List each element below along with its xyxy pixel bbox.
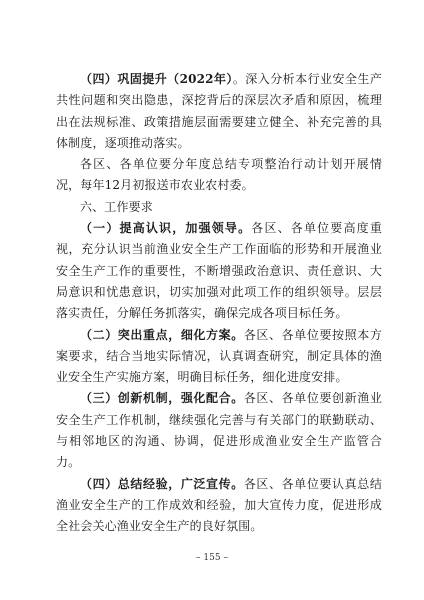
paragraph-text: 各区、各单位要创新渔业安全生产工作机制，继续强化完善与有关部门的联勤联动、与相邻地区的沟通、协调，促进形成渔业安全生产监管合力。 xyxy=(56,391,382,470)
paragraph-lead: （二）突出重点，细化方案。 xyxy=(80,327,244,342)
paragraph-annual-report xyxy=(56,154,382,197)
paragraph-requirement-1 xyxy=(56,218,382,324)
paragraph-text: 各区、各单位要认真总结渔业安全生产的工作成效和经验，加大宣传力度，促进形成全社会关心渔业安全生产的良好氛围。 xyxy=(56,476,382,534)
paragraph-requirement-3 xyxy=(56,388,382,473)
paragraph-lead: （一）提高认识，加强领导。 xyxy=(80,221,252,236)
section-heading: 六、工作要求 xyxy=(80,199,153,214)
paragraph-lead: （三）创新机制，强化配合。 xyxy=(80,391,244,406)
document-body xyxy=(56,69,382,538)
paragraph-lead: （四）巩固提升（2022年） xyxy=(80,72,233,86)
paragraph-lead: （四）总结经验，广泛宣传。 xyxy=(80,476,244,491)
paragraph-consolidation xyxy=(56,69,382,154)
paragraph-text: 。深入分析本行业安全生产共性问题和突出隐患，深挖背后的深层次矛盾和原因，梳理出在法规标准、政策措施层面需要建立健全、补充完善的具体制度，逐项推动落实。 xyxy=(56,72,382,150)
paragraph-requirement-4 xyxy=(56,474,382,538)
paragraph-text: 各区、各单位要分年度总结专项整治行动计划开展情况，每年12月初报送市农业农村委。 xyxy=(56,157,382,193)
paragraph-requirement-2 xyxy=(56,325,382,389)
paragraph-text: 各区、各单位要高度重视，充分认识当前渔业安全生产工作面临的形势和开展渔业安全生产工作的重要性，不断增强政治意识、责任意识、大局意识和忧患意识，切实加强对此项工作的组织领导。层层落实责任，分解任务抓落实，确保完成各项目标任务。 xyxy=(56,221,382,321)
page-number: – 155 – xyxy=(196,553,228,563)
paragraph-text: 各区、各单位要按照本方案要求，结合当地实际情况，认真调查研究，制定具体的渔业安全生产实施方案，明确目标任务，细化进度安排。 xyxy=(56,327,382,385)
